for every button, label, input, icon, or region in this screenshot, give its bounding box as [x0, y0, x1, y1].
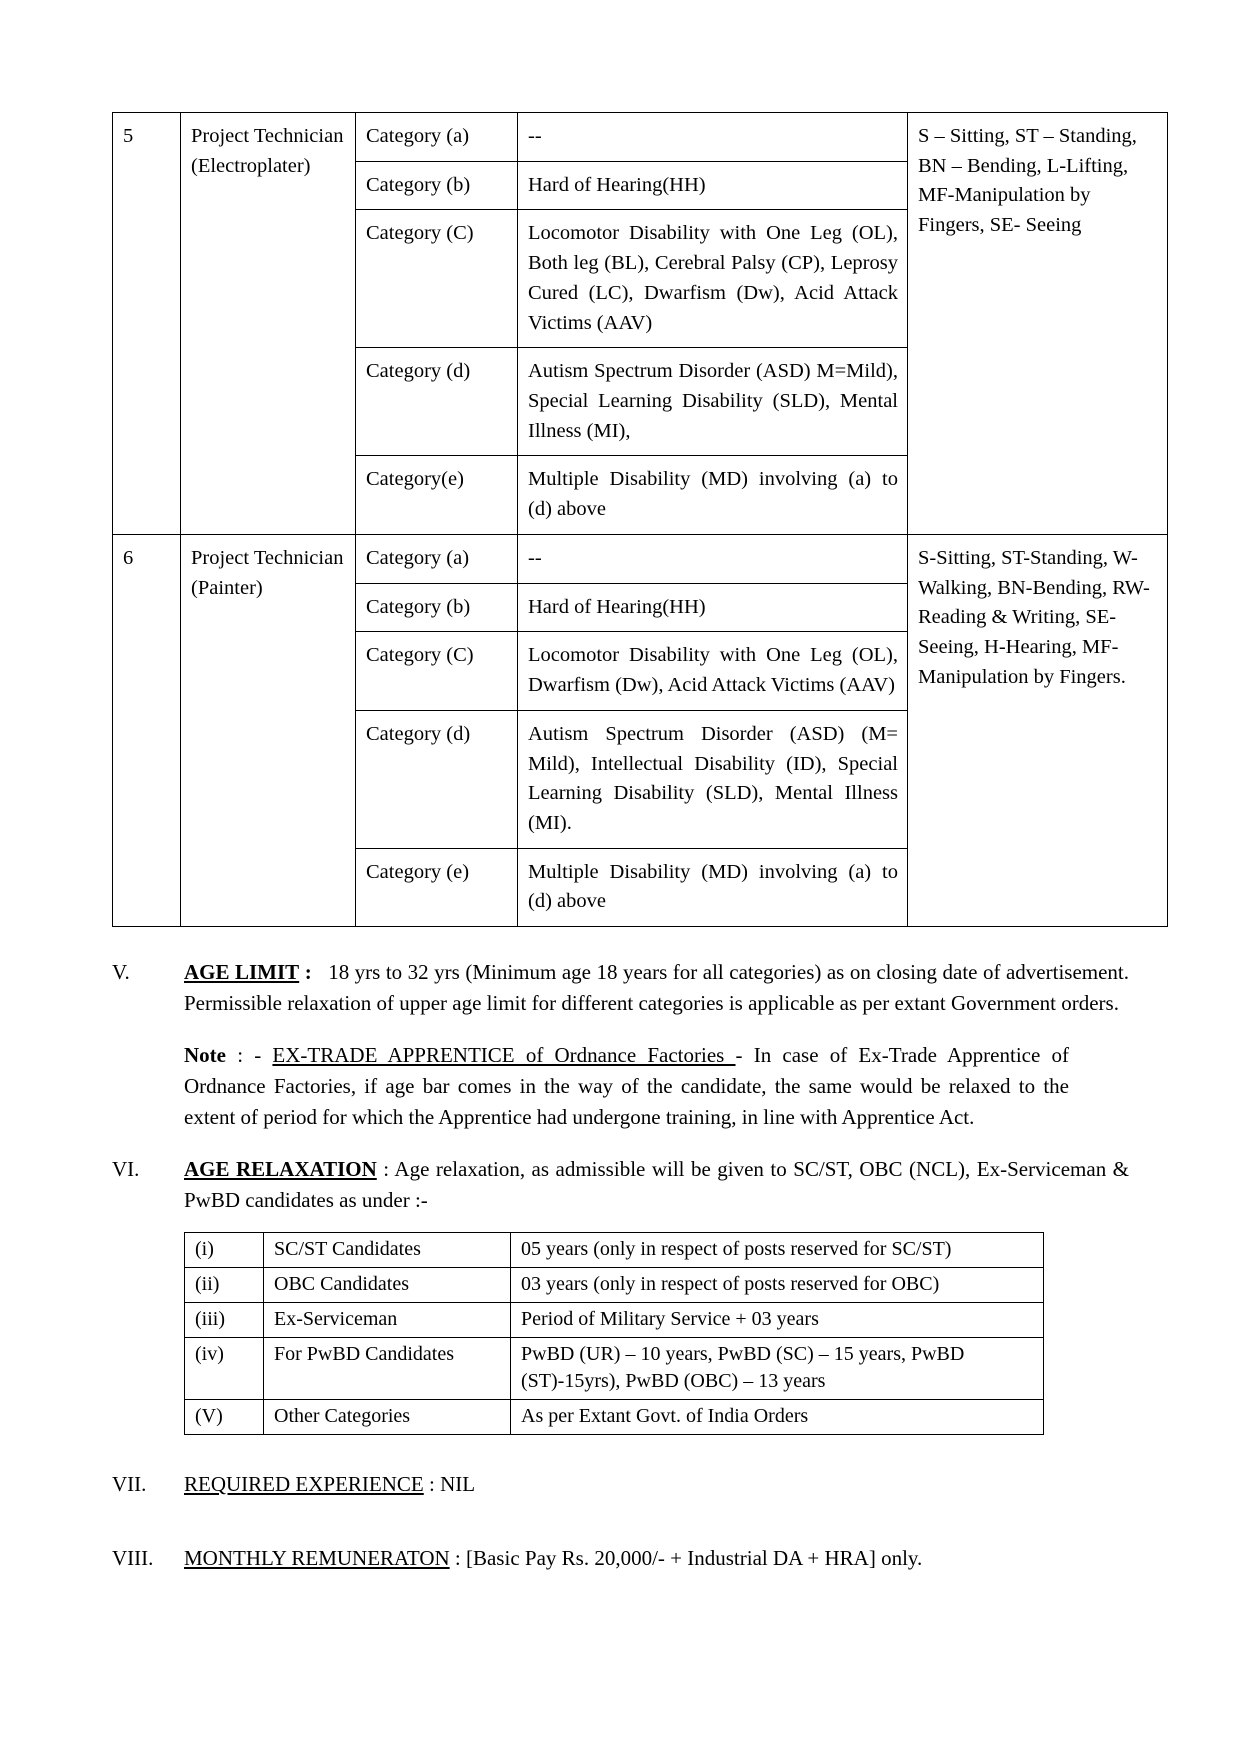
relaxation-row-numeral: (V) [185, 1399, 264, 1434]
category-label: Category (a) [356, 113, 518, 162]
relaxation-category: Other Categories [264, 1399, 511, 1434]
relaxation-row-numeral: (i) [185, 1232, 264, 1267]
section-age-relaxation [112, 1154, 1129, 1215]
category-description: Hard of Hearing(HH) [518, 161, 908, 210]
relaxation-value: As per Extant Govt. of India Orders [511, 1399, 1044, 1434]
relaxation-category: For PwBD Candidates [264, 1337, 511, 1399]
relaxation-category: SC/ST Candidates [264, 1232, 511, 1267]
age-limit-heading: AGE LIMIT [184, 960, 300, 985]
category-description: -- [518, 113, 908, 162]
category-description: -- [518, 534, 908, 583]
section-note [184, 1040, 1069, 1132]
table-row [185, 1399, 1044, 1434]
row-serial-number: 5 [113, 113, 181, 535]
section-numeral: VII. [112, 1471, 147, 1496]
section-required-experience [112, 1469, 1129, 1500]
category-label: Category(e) [356, 456, 518, 534]
table-row [185, 1267, 1044, 1302]
age-limit-colon: : [304, 960, 312, 985]
category-description: Multiple Disability (MD) involving (a) to (d) above [518, 456, 908, 534]
relaxation-value: 05 years (only in respect of posts reserved for SC/ST) [511, 1232, 1044, 1267]
table-row [185, 1302, 1044, 1337]
monthly-remuneration-text: : [Basic Pay Rs. 20,000/- + Industrial DA + HRA] only. [454, 1546, 923, 1571]
category-label: Category (C) [356, 632, 518, 710]
relaxation-category: OBC Candidates [264, 1267, 511, 1302]
category-label: Category (d) [356, 348, 518, 456]
note-text: - In case of Ex-Trade Apprentice of Ordnance Factories, if age bar comes in the way of the candidate, the same would be relaxed to the extent of period for which the Apprentice had undergone training, in line with Apprentice Act. [184, 1043, 1069, 1129]
category-label: Category (a) [356, 534, 518, 583]
age-relaxation-text: : Age relaxation, as admissible will be given to SC/ST, OBC (NCL), Ex-Serviceman & PwBD candidates as under :- [184, 1157, 1129, 1213]
section-numeral: VI. [112, 1157, 140, 1182]
row-post-name: Project Technician (Electroplater) [181, 113, 356, 535]
disability-categories-table [112, 112, 1168, 927]
category-label: Category (b) [356, 583, 518, 632]
relaxation-value: Period of Military Service + 03 years [511, 1302, 1044, 1337]
category-description: Locomotor Disability with One Leg (OL), Both leg (BL), Cerebral Palsy (CP), Leprosy Cured (LC), Dwarfism (Dw), Acid Attack Victims (AAV) [518, 210, 908, 348]
section-numeral: V. [112, 960, 130, 985]
required-experience-heading: REQUIRED EXPERIENCE [184, 1471, 424, 1496]
table-row [113, 534, 1168, 583]
abbreviation-legend: S-Sitting, ST-Standing, W-Walking, BN-Bending, RW-Reading & Writing, SE-Seeing, H-Hearing, MF-Manipulation by Fingers. [908, 534, 1168, 926]
relaxation-row-numeral: (iv) [185, 1337, 264, 1399]
category-label: Category (C) [356, 210, 518, 348]
relaxation-category: Ex-Serviceman [264, 1302, 511, 1337]
category-description: Locomotor Disability with One Leg (OL), Dwarfism (Dw), Acid Attack Victims (AAV) [518, 632, 908, 710]
section-numeral: VIII. [112, 1546, 154, 1571]
note-separator: : - [237, 1043, 262, 1068]
age-relaxation-heading: AGE RELAXATION [184, 1157, 377, 1182]
age-limit-text: 18 yrs to 32 yrs (Minimum age 18 years for all categories) as on closing date of advertisement. Permissible relaxation of upper age limit for different categories is applicable as per extant Government orders. [184, 960, 1130, 1015]
abbreviation-legend: S – Sitting, ST – Standing, BN – Bending, L-Lifting, MF-Manipulation by Fingers, SE- Seeing [908, 113, 1168, 535]
relaxation-value: PwBD (UR) – 10 years, PwBD (SC) – 15 years, PwBD (ST)-15yrs), PwBD (OBC) – 13 years [511, 1337, 1044, 1399]
note-label: Note [184, 1043, 226, 1068]
section-age-limit [112, 957, 1129, 1018]
required-experience-text: : NIL [429, 1471, 476, 1496]
category-description: Hard of Hearing(HH) [518, 583, 908, 632]
monthly-remuneration-heading: MONTHLY REMUNERATON [184, 1546, 450, 1571]
category-label: Category (d) [356, 710, 518, 848]
category-description: Autism Spectrum Disorder (ASD) (M= Mild), Intellectual Disability (ID), Special Learning Disability (SLD), Mental Illness (MI). [518, 710, 908, 848]
category-description: Multiple Disability (MD) involving (a) to (d) above [518, 848, 908, 926]
relaxation-row-numeral: (iii) [185, 1302, 264, 1337]
section-monthly-remuneration [112, 1543, 1129, 1574]
row-post-name: Project Technician (Painter) [181, 534, 356, 926]
category-description: Autism Spectrum Disorder (ASD) M=Mild), Special Learning Disability (SLD), Mental Illness (MI), [518, 348, 908, 456]
relaxation-value: 03 years (only in respect of posts reserved for OBC) [511, 1267, 1044, 1302]
age-relaxation-table [184, 1232, 1044, 1435]
table-row [113, 113, 1168, 162]
note-underlined-title: EX-TRADE APPRENTICE of Ordnance Factories [272, 1043, 736, 1068]
row-serial-number: 6 [113, 534, 181, 926]
table-row [185, 1337, 1044, 1399]
category-label: Category (b) [356, 161, 518, 210]
category-label: Category (e) [356, 848, 518, 926]
relaxation-row-numeral: (ii) [185, 1267, 264, 1302]
table-row [185, 1232, 1044, 1267]
